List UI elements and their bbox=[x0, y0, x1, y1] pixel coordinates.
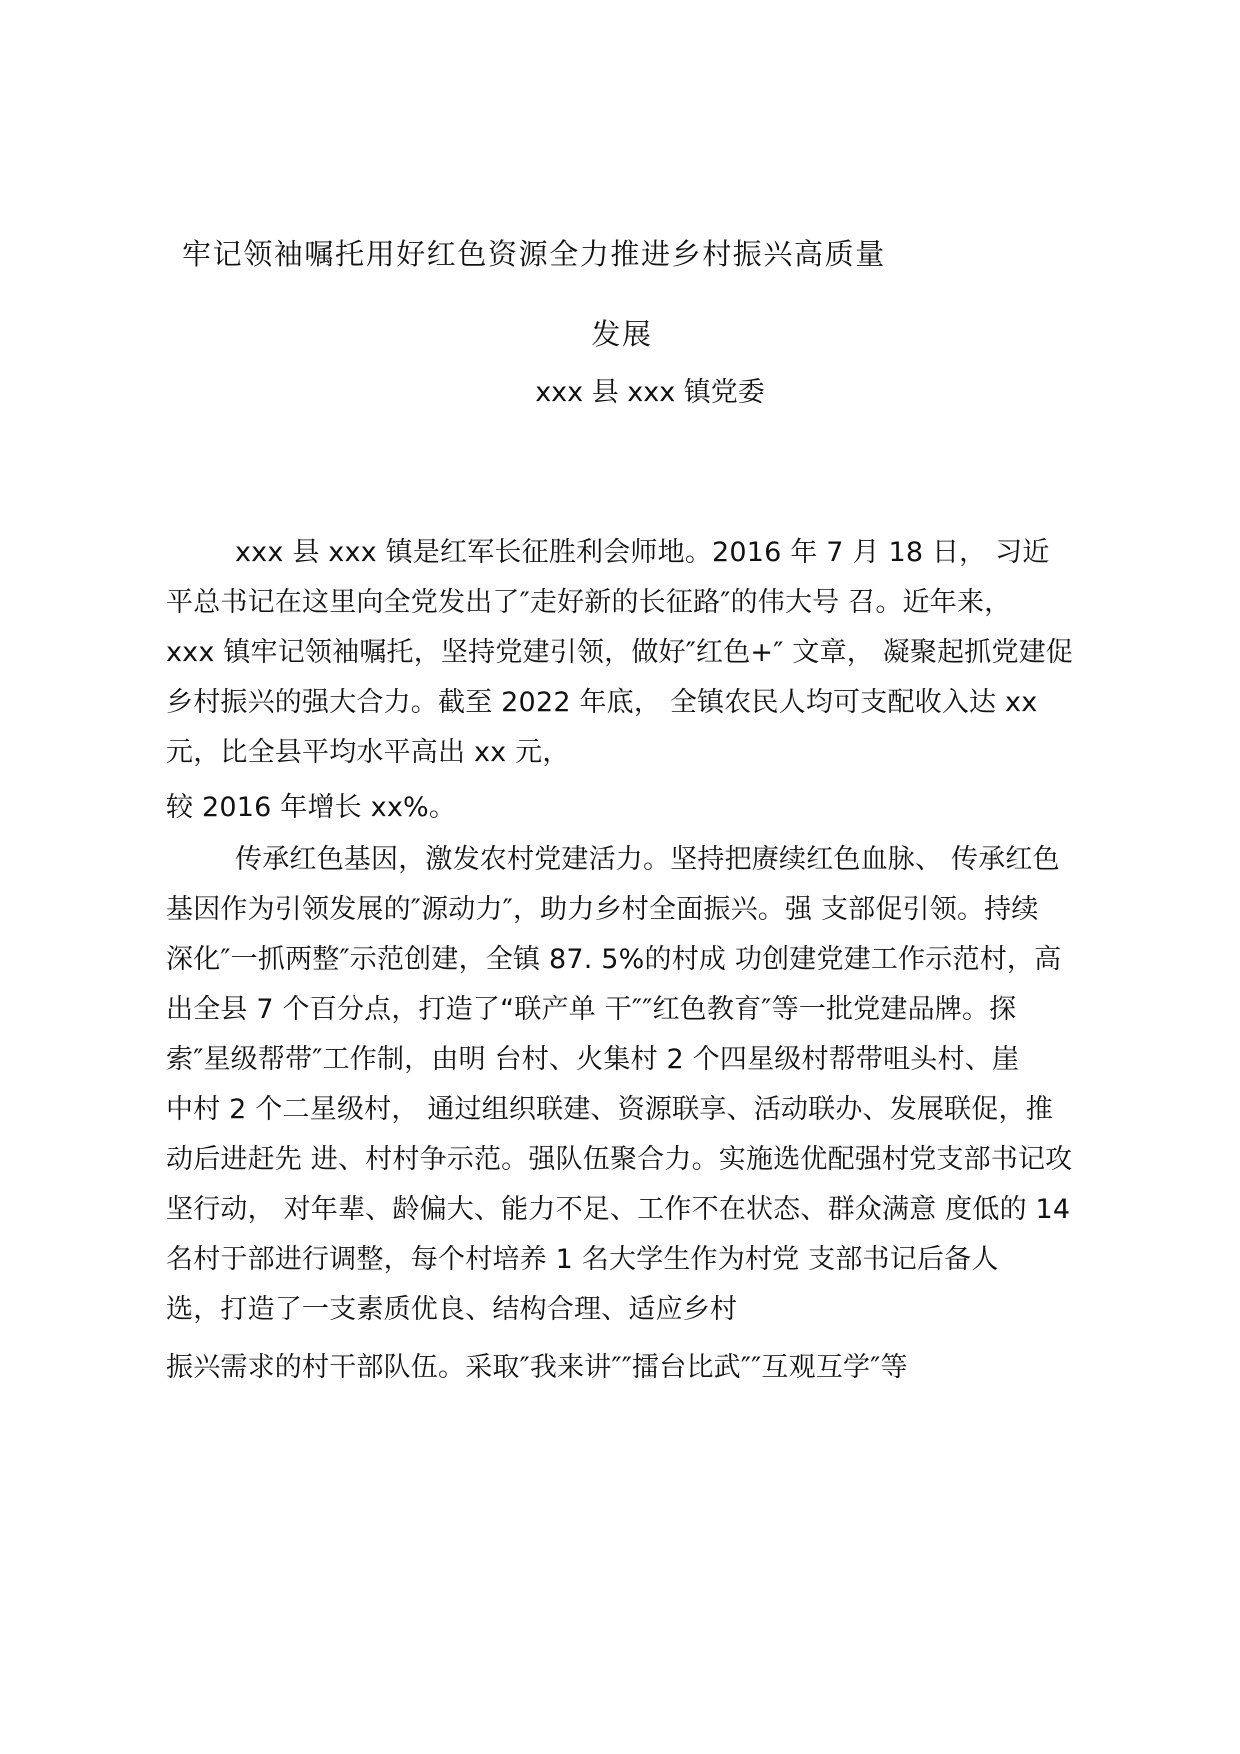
paragraph-1-line: 元，比全县平均水平高出 xx 元， bbox=[166, 737, 570, 768]
paragraph-1-line: xxx 县 xxx 镇是红军长征胜利会师地。2016 年 7 月 18 日， 习近 bbox=[235, 537, 1050, 568]
paragraph-2-line: 传承红色基因，激发农村党建活力。坚持把赓续红色血脉、 传承红色 bbox=[235, 844, 1060, 875]
paragraph-2-line: 动后进赶先 进、村村争示范。强队伍聚合力。实施选优配强村党支部书记攻 bbox=[166, 1144, 1073, 1175]
paragraph-2-line: 基因作为引领发展的″源动力″，助力乡村全面振兴。强 支部促引领。持续 bbox=[166, 894, 1039, 925]
paragraph-2-tail: 振兴需求的村干部队伍。采取″我来讲″″擂台比武″″互观互学″等 bbox=[166, 1352, 908, 1383]
paragraph-2-line: 名村于部进行调整，每个村培养 1 名大学生作为村党 支部书记后备人 bbox=[166, 1244, 999, 1275]
paragraph-1-line: xxx 镇牢记领袖嘱托，坚持党建引领，做好″红色+″ 文章， 凝聚起抓党建促 bbox=[166, 637, 1074, 668]
document-author: xxx 县 xxx 镇党委 bbox=[535, 377, 765, 408]
paragraph-1-tail: 较 2016 年增长 xx%。 bbox=[166, 792, 457, 823]
document-title-line2: 发展 bbox=[591, 317, 653, 351]
document-title-line1: 牢记领袖嘱托用好红色资源全力推进乡村振兴高质量 bbox=[182, 237, 886, 271]
paragraph-2-line: 出全县 7 个百分点，打造了“联产单 干″″红色教育″等一批党建品牌。探 bbox=[166, 994, 1017, 1025]
paragraph-2-line: 中村 2 个二星级村， 通过组织联建、资源联享、活动联办、发展联促，推 bbox=[166, 1094, 1053, 1125]
paragraph-2-line: 选，打造了一支素质优良、结构合理、适应乡村 bbox=[166, 1294, 738, 1325]
paragraph-2-line: 索″星级帮带″工作制，由明 台村、火集村 2 个四星级村帮带咀头村、崖 bbox=[166, 1044, 1020, 1075]
paragraph-2-line: 深化″一抓两整″示范创建，全镇 87. 5%的村成 功创建党建工作示范村，高 bbox=[166, 944, 1062, 975]
paragraph-1-line: 乡村振兴的强大合力。截至 2022 年底， 全镇农民人均可支配收入达 xx bbox=[166, 687, 1038, 718]
paragraph-1-line: 平总书记在这里向全党发出了″走好新的长征路″的伟大号 召。近年来， bbox=[166, 587, 1012, 618]
paragraph-2-line: 坚行动， 对年辈、龄偏大、能力不足、工作不在状态、群众满意 度低的 14 bbox=[166, 1194, 1071, 1225]
